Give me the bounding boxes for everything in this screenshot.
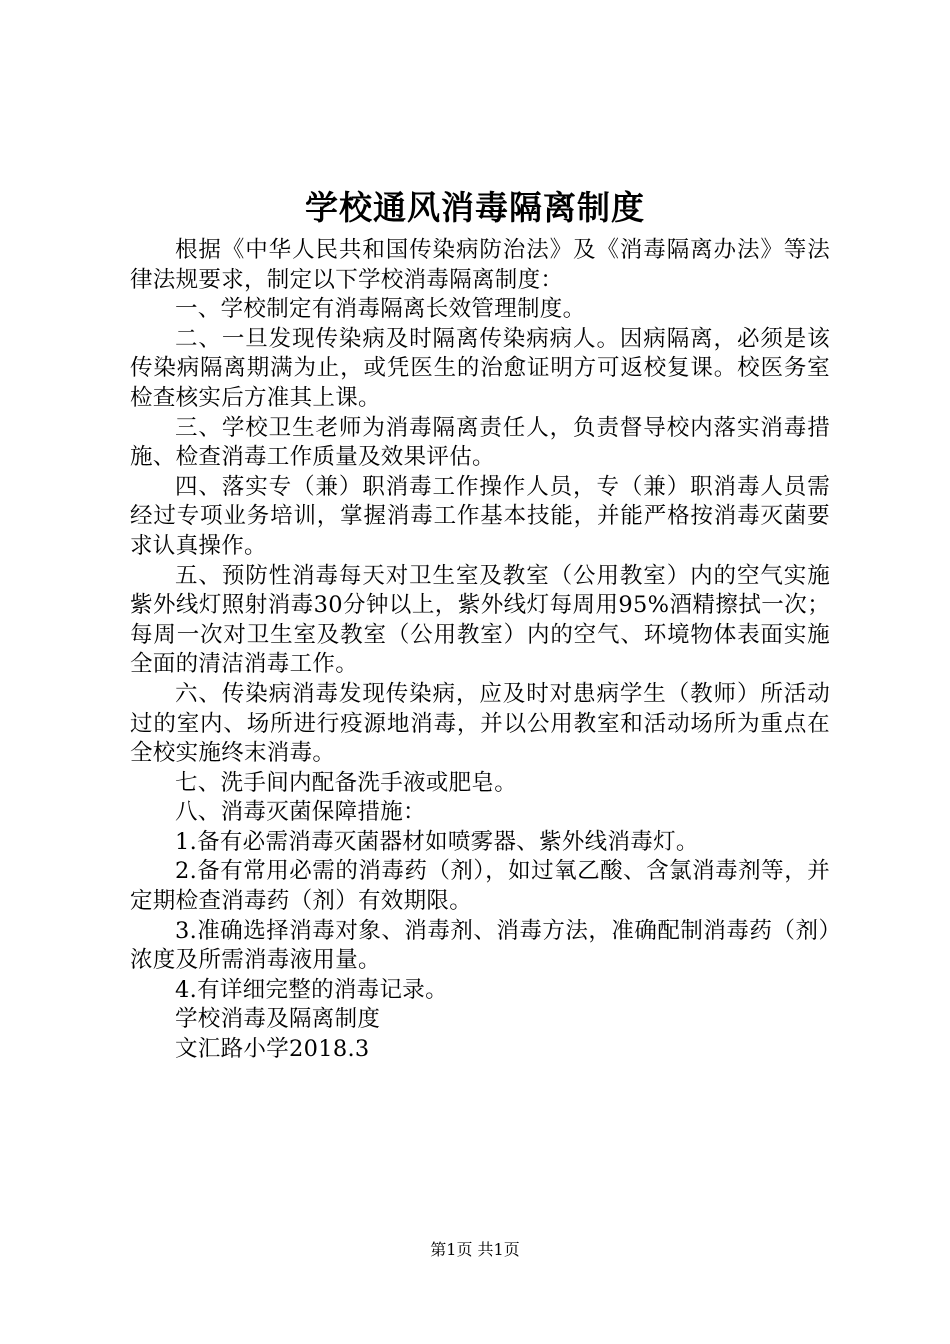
paragraph-item-7: 七、洗手间内配备洗手液或肥皂。 — [175, 769, 518, 796]
document-body — [130, 236, 830, 1065]
paragraph-item-2: 二、一旦发现传染病及时隔离传染病病人。因病隔离，必须是该传染病隔离期满为止，或凭医生的治愈证明方可返校复课。校医务室检查核实后方准其上课。 — [130, 325, 830, 411]
paragraph-closing-title: 学校消毒及隔离制度 — [175, 1006, 381, 1033]
paragraph-item-4: 四、落实专（兼）职消毒工作操作人员，专（兼）职消毒人员需经过专项业务培训，掌握消毒工作基本技能，并能严格按消毒灭菌要求认真操作。 — [130, 473, 830, 559]
paragraph-item-6: 六、传染病消毒发现传染病，应及时对患病学生（教师）所活动过的室内、场所进行疫源地消毒，并以公用教室和活动场所为重点在全校实施终末消毒。 — [130, 680, 830, 767]
document-title: 学校通风消毒隔离制度 — [305, 188, 645, 227]
paragraph-subitem-3: 3.准确选择消毒对象、消毒剂、消毒方法，准确配制消毒药（剂）浓度及所需消毒液用量。 — [130, 917, 830, 974]
paragraph-subitem-1: 1.备有必需消毒灭菌器材如喷雾器、紫外线消毒灯。 — [175, 828, 699, 855]
paragraph-subitem-2: 2.备有常用必需的消毒药（剂），如过氧乙酸、含氯消毒剂等，并定期检查消毒药（剂）有效期限。 — [130, 858, 830, 915]
paragraph-item-1: 一、学校制定有消毒隔离长效管理制度。 — [175, 296, 586, 323]
paragraph-signature: 文汇路小学2018.3 — [175, 1036, 370, 1063]
paragraph-item-3: 三、学校卫生老师为消毒隔离责任人，负责督导校内落实消毒措施、检查消毒工作质量及效果评估。 — [130, 414, 830, 471]
paragraph-item-8: 八、消毒灭菌保障措施： — [175, 799, 426, 826]
paragraph-intro: 根据《中华人民共和国传染病防治法》及《消毒隔离办法》等法律法规要求，制定以下学校消毒隔离制度： — [130, 237, 830, 293]
paragraph-subitem-4: 4.有详细完整的消毒记录。 — [175, 976, 448, 1003]
page-number-footer: 第1页 共1页 — [430, 1240, 520, 1259]
paragraph-item-5: 五、预防性消毒每天对卫生室及教室（公用教室）内的空气实施紫外线灯照射消毒30分钟以上，紫外线灯每周用95%酒精擦拭一次；每周一次对卫生室及教室（公用教室）内的空气、环境物体表面实施全面的清洁消毒工作。 — [130, 562, 830, 678]
